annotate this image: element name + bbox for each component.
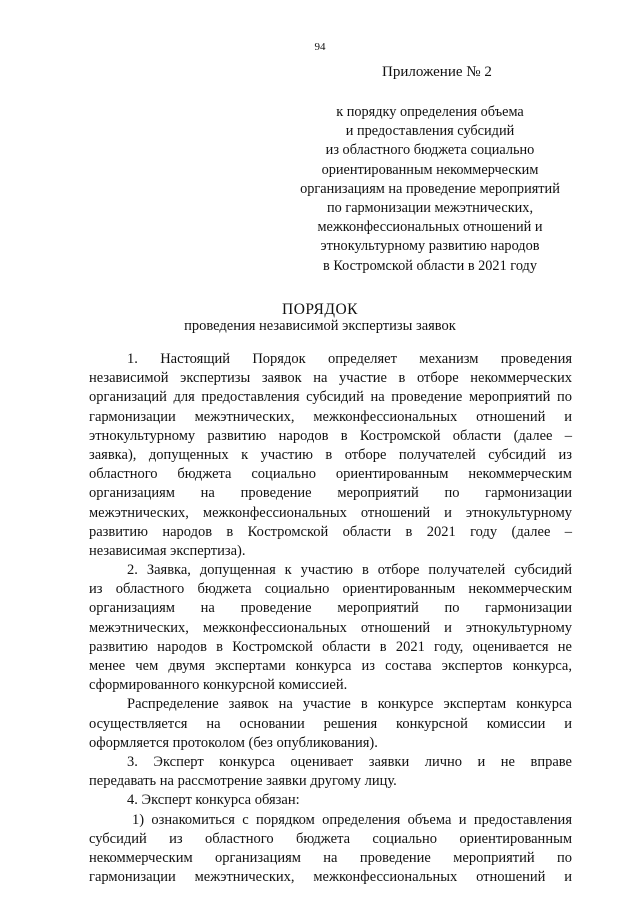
body-line: менее чем двумя экспертами конкурса из состава экспертов конкурса,	[89, 658, 572, 674]
body-line: независимая экспертиза).	[89, 542, 246, 559]
body-line: межэтнических, межконфессиональных отношений и этнокультурному	[89, 619, 572, 636]
body-line: 4. Эксперт конкурса обязан:	[127, 792, 300, 809]
body-line: этнокультурному развитию народов в Костромской области (далее –	[89, 427, 572, 444]
body-line: оформляется протоколом (без опубликования).	[89, 734, 378, 751]
appendix-title: Приложение № 2	[382, 64, 492, 80]
body-line: Распределение заявок на участие в конкурсе экспертам конкурса	[127, 696, 572, 713]
document-body	[89, 350, 572, 887]
appendix-line: к порядку определения объема	[336, 104, 524, 120]
body-line: организациям на проведение мероприятий по гармонизации	[89, 485, 572, 502]
body-line: некоммерческим организациям на проведение мероприятий по	[89, 849, 572, 866]
appendix-line: ориентированным некоммерческим	[321, 161, 539, 178]
body-line: из областного бюджета социально ориентированным некоммерческим	[89, 581, 572, 598]
body-line: 1) ознакомиться с порядком определения объема и предоставления	[132, 811, 572, 828]
body-line: областного бюджета социально ориентированным некоммерческим	[89, 466, 572, 483]
body-line: организациям на проведение мероприятий по гармонизации	[89, 600, 572, 617]
body-line: осуществляется на основании решения конкурсной комиссии и	[89, 715, 572, 732]
body-line: 1. Настоящий Порядок определяет механизм проведения	[127, 351, 572, 367]
body-line: развитию народов в Костромской области в 2021 году, оценивается не	[89, 638, 572, 655]
body-line: гармонизации межэтнических, межконфессиональных отношений и	[89, 408, 572, 425]
appendix-line: в Костромской области в 2021 году	[323, 257, 537, 274]
body-line: заявка), допущенных к участию в отборе получателей субсидий из	[89, 446, 572, 463]
body-line: межэтнических, межконфессиональных отношений и этнокультурному	[89, 504, 572, 521]
page-number: 94	[314, 41, 326, 53]
body-line: сформированного конкурсной комиссией.	[89, 677, 348, 694]
body-line: организаций для предоставления субсидий на проведение мероприятий по	[89, 389, 572, 406]
body-line: субсидий из областного бюджета социально ориентированным	[89, 830, 572, 847]
document-title: ПОРЯДОК	[282, 301, 358, 318]
body-line: развитию народов в Костромской области в 2021 году (далее –	[89, 523, 572, 540]
body-line: 2. Заявка, допущенная к участию в отборе получателей субсидий	[127, 562, 572, 579]
appendix-line: межконфессиональных отношений и	[317, 219, 543, 236]
appendix-line: по гармонизации межэтнических,	[326, 200, 534, 217]
appendix-line: организациям на проведение мероприятий	[300, 180, 560, 197]
document-subtitle: проведения независимой экспертизы заявок	[184, 318, 456, 334]
appendix-line: этнокультурному развитию народов	[320, 238, 540, 255]
appendix-reference	[290, 103, 570, 276]
appendix-line: из областного бюджета социально	[325, 142, 535, 159]
body-line: передавать на рассмотрение заявки другому лицу.	[89, 773, 397, 790]
body-line: гармонизации межэтнических, межконфессиональных отношений и	[89, 869, 572, 886]
appendix-line: и предоставления субсидий	[345, 123, 515, 140]
body-line: 3. Эксперт конкурса оценивает заявки лично и не вправе	[127, 753, 572, 770]
body-line: независимой экспертизы заявок на участие в отборе некоммерческих	[89, 370, 572, 387]
